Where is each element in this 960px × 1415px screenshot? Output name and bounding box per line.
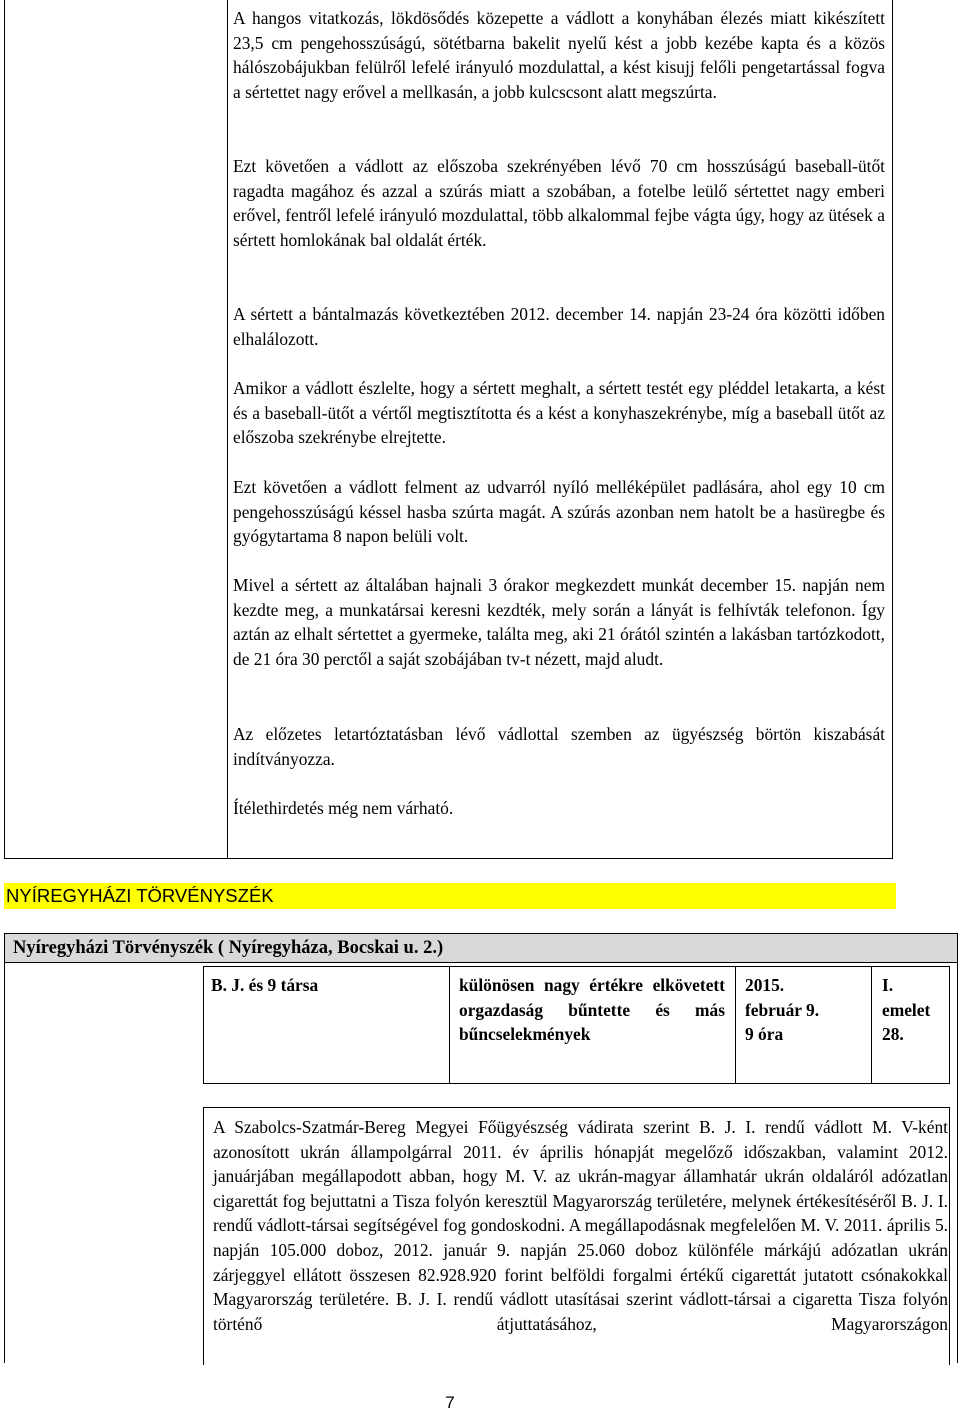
courtroom-cell (882, 973, 946, 1047)
court-name-banner: NYÍREGYHÁZI TÖRVÉNYSZÉK (4, 883, 896, 909)
hearing-day: február 9. (745, 999, 820, 1020)
case-paragraph-concealment: Amikor a vádlott észlelte, hogy a sértett meghalt, a sértett testét egy pléddel letakarta, a kést és a baseball-ütőt a vértől megtisztította és a kést a konyhaszekrénybe, míg a baseball ütőt az előszoba szekrénybe elrejtette. (233, 378, 885, 448)
page-number: 7 (445, 1393, 455, 1412)
case-paragraph-prosecution-motion: Az előzetes letartóztatásban lévő vádlottal szemben az ügyészség börtön kiszabását indítványozza. (233, 724, 885, 769)
courtroom-floor-number: I. (882, 975, 894, 995)
table-left-border (4, 0, 5, 859)
indictment-top-border (203, 1107, 950, 1108)
table-bottom-border (4, 858, 893, 859)
table-right-border (892, 0, 893, 859)
case-paragraph-baseball-bat: Ezt követően a vádlott az előszoba szekrényében lévő 70 cm hosszúságú baseball-ütőt ragadta magához és azzal a szúrás miatt a szobában, a fotelbe leülő sértettet nagy emberi erővel, fentről lefelé irányuló mozdulattal, több alkalommal fejbe vágta úgy, hogy az ütések a sértett homlokának bal oldalát érték. (233, 156, 885, 250)
hearing-table (203, 966, 950, 1084)
case-paragraph-death: A sértett a bántalmazás következtében 2012. december 14. napján 23-24 óra közötti időben elhalálozott. (233, 304, 885, 349)
column-divider (871, 967, 872, 1083)
hearing-time: 9 óra (745, 1024, 784, 1045)
case-paragraph-discovery: Mivel a sértett az általában hajnali 3 órakor megkezdett munkát december 15. napján nem kezdte meg, a munkatársai keresni kezdték, mely során a lányát is felhívták telefonon. Így aztán az elhalt sértettet a gyermeke, találta meg, aki 21 órától szintén a lakásban tartózkodott, de 21 óra 30 perctől a saját szobájában tv-t nézett, majd aludt. (233, 575, 885, 669)
indictment-right-border (949, 1107, 950, 1365)
hearing-year: 2015. (745, 975, 785, 995)
section-left-border (4, 963, 5, 1363)
column-divider (735, 967, 736, 1083)
case-paragraph-self-harm: Ezt követően a vádlott felment az udvarról nyíló melléképület padlására, ahol egy 10 cm pengehosszúságú késsel hasba szúrta magát. A szúrás azonban nem hatolt be a hasüregbe és gyógytartama 8 napon belüli volt. (233, 477, 885, 547)
indictment-left-border (203, 1107, 204, 1365)
defendant-cell: B. J. és 9 társa (211, 975, 319, 995)
court-address-heading: Nyíregyházi Törvényszék ( Nyíregyháza, Bocskai u. 2.) (4, 933, 958, 963)
column-divider (449, 967, 450, 1083)
hearing-date-cell (745, 973, 865, 1047)
indictment-text: A Szabolcs-Szatmár-Bereg Megyei Főügyészség vádirata szerint B. J. I. rendű vádlott M. V-ként azonosított ukrán állampolgárral 2011. év április hónapját megelőző időszakban, valamint 2012. januárjában megállapodott abban, hogy M. V. az ukrán-magyar államhatár ukrán oldaláról adózatlan cigarettát fog bejuttatni a Tisza folyón keresztül Magyarország területére, melynek értékesítéséről B. J. I. rendű vádlott-társai segítségével fog gondoskodni. A megállapodásnak megfelelően M. V. 2011. április 5. napján 105.000 doboz, 2012. január 9. napján 25.060 doboz különféle márkájú adózatlan ukrán zárjeggyel ellátott összesen 82.928.920 forint belföldi forgalmi értékű cigarettát jutatott csónakokkal Magyarország területére. B. J. I. rendű vádlott utasításai szerint vádlott-társai a cigaretta Tisza folyón történő átjuttatásához, Magyarországon (213, 1117, 948, 1334)
courtroom-number: 28. (882, 1024, 904, 1045)
courtroom-floor-label: emelet (882, 999, 931, 1020)
section-right-border (957, 963, 958, 1363)
charge-cell: különösen nagy értékre elkövetett orgazdaság bűntette és más bűncselekmények (459, 975, 725, 1045)
table-column-divider (227, 0, 228, 859)
case-paragraph-stabbing: A hangos vitatkozás, lökdösődés közepette a vádlott a konyhában élezés miatt kikészített 23,5 cm pengehosszúságú, sötétbarna bakelit nyelű kést a jobb kezébe kapta és a közös hálószobájukban felülről lefelé irányuló mozdulattal, a kést kisujj felőli pengetartással fogva a sértettet nagy erővel a mellkasán, a jobb kulcscsont alatt megszúrta. (233, 8, 885, 102)
case-paragraph-verdict-status: Ítélethirdetés még nem várható. (233, 798, 454, 818)
